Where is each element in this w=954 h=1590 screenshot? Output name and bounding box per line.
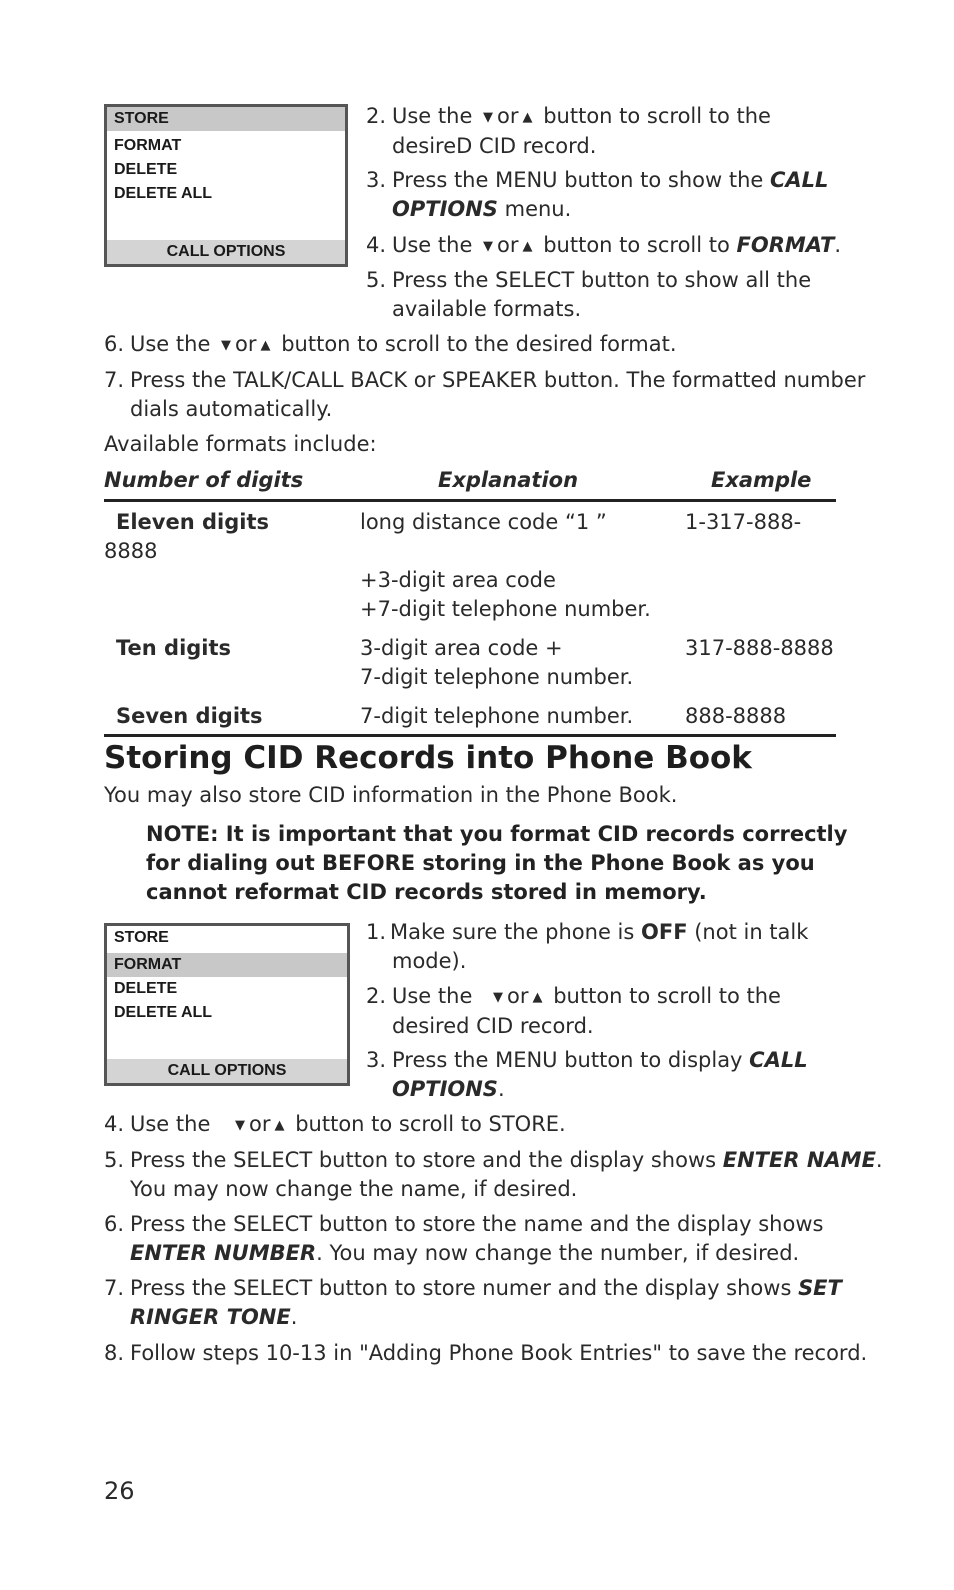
lcd-screen-call-options-format [104, 923, 350, 1086]
available-formats-label: Available formats include: [104, 432, 377, 456]
triangle-up-icon: ▲ [260, 338, 271, 353]
table-cell-digits: Seven digits [116, 704, 263, 728]
table-cell-explanation: +3-digit area code [360, 568, 556, 592]
step-4-bottom: 4. Use the ▼ or ▲ button to scroll to STORE. [104, 1110, 566, 1140]
step-6-top: 6. Use the ▼ or ▲ button to scroll to the desired format. [104, 330, 677, 360]
lcd-header-store: STORE [107, 107, 345, 131]
lcd-footer-call-options: CALL OPTIONS [107, 1059, 347, 1083]
step-1-bottom: 1. Make sure the phone is OFF (not in talk mode). [366, 920, 809, 973]
table-header-digits: Number of digits [104, 468, 304, 492]
table-cell-example-wrap: 8888 [104, 539, 158, 563]
step-6-bottom: 6. Press the SELECT button to store the name and the display shows ENTER NUMBER. You may now change the number, if desired. [104, 1212, 824, 1265]
table-header-explanation: Explanation [438, 468, 579, 492]
step-2-bottom: 2. Use the ▼ or ▲ button to scroll to the desired CID record. [366, 984, 781, 1038]
triangle-down-icon: ▼ [483, 110, 494, 125]
triangle-down-icon: ▼ [483, 239, 494, 254]
lcd-item-delete-all: DELETE ALL [114, 185, 213, 202]
step-5-bottom: 5. Press the SELECT button to store and the display shows ENTER NAME. You may now change the name, if desired. [104, 1148, 883, 1201]
step-7-bottom: 7. Press the SELECT button to store numer and the display shows SET RINGER TONE. [104, 1276, 842, 1329]
triangle-up-icon: ▲ [274, 1118, 285, 1133]
step-4-top: 4. Use the ▼ or ▲ button to scroll to FORMAT. [366, 231, 841, 261]
table-cell-example: 317-888-8888 [685, 636, 834, 660]
triangle-up-icon: ▲ [532, 990, 543, 1005]
section-intro: You may also store CID information in the Phone Book. [104, 783, 678, 807]
table-cell-explanation: +7-digit telephone number. [360, 597, 651, 621]
table-cell-explanation: 7-digit telephone number. [360, 665, 634, 689]
table-cell-explanation: 7-digit telephone number. [360, 704, 634, 728]
table-top-rule [104, 499, 836, 502]
triangle-up-icon: ▲ [522, 239, 533, 254]
lcd-item-delete-all: DELETE ALL [114, 1004, 213, 1021]
lcd-item-delete: DELETE [114, 161, 178, 178]
triangle-down-icon: ▼ [235, 1118, 246, 1133]
note-line: for dialing out BEFORE storing in the Phone Book as you [146, 851, 815, 875]
page-number: 26 [104, 1477, 135, 1505]
lcd-header-store: STORE [114, 929, 169, 946]
table-cell-digits: Eleven digits [116, 510, 269, 534]
step-7-top: 7. Press the TALK/CALL BACK or SPEAKER button. The formatted number dials automatically. [104, 368, 866, 421]
table-cell-explanation: long distance code “1 ” [360, 510, 607, 534]
lcd-item-format: FORMAT [114, 137, 182, 154]
table-cell-example: 888-8888 [685, 704, 787, 728]
note-block [146, 820, 847, 907]
table-cell-example: 1-317-888- [685, 510, 802, 534]
step-2-top: 2. Use the ▼ or ▲ button to scroll to the desireD CID record. [366, 104, 771, 158]
lcd-item-delete: DELETE [114, 980, 178, 997]
lcd-item-format-highlighted: FORMAT [107, 953, 347, 977]
triangle-down-icon: ▼ [493, 990, 504, 1005]
step-8-bottom: 8. Follow steps 10-13 in "Adding Phone Book Entries" to save the record. [104, 1341, 868, 1365]
step-3-bottom: 3. Press the MENU button to display CALL OPTIONS. [366, 1048, 808, 1101]
lcd-screen-call-options [104, 104, 348, 267]
table-cell-explanation: 3-digit area code + [360, 636, 563, 660]
step-5-top: 5. Press the SELECT button to show all the available formats. [366, 268, 812, 321]
table-header-example: Example [711, 468, 812, 492]
section-title: Storing CID Records into Phone Book [104, 740, 752, 776]
note-line: NOTE: It is important that you format CID records correctly [146, 822, 848, 846]
note-line: cannot reformat CID records stored in memory. [146, 880, 707, 904]
triangle-down-icon: ▼ [221, 338, 232, 353]
step-3-top: 3. Press the MENU button to show the CALL OPTIONS menu. [366, 168, 829, 221]
table-bottom-rule [104, 734, 836, 737]
triangle-up-icon: ▲ [522, 110, 533, 125]
lcd-footer-call-options: CALL OPTIONS [107, 240, 345, 264]
table-cell-digits: Ten digits [116, 636, 232, 660]
